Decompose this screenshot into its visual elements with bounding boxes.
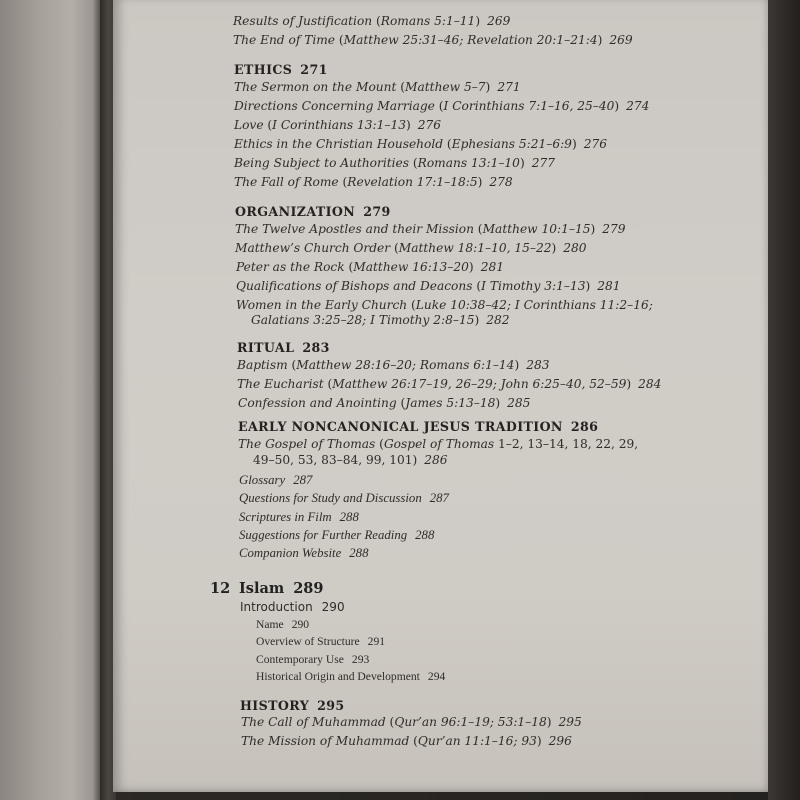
section-heading-noncanonical <box>238 419 598 434</box>
list-item: Directions Concerning Marriage (I Corinthians 7:1–16, 25–40) 274 <box>234 99 650 113</box>
back-matter-page: 288 <box>339 510 359 524</box>
entry-ref: Galatians 3:25–28; I Timothy 2:8–15 <box>251 313 475 327</box>
entry-title: The End of Time <box>233 33 336 47</box>
back-matter-label: Scriptures in Film <box>239 510 332 524</box>
back-matter-label: Companion Website <box>239 546 342 560</box>
right-background <box>768 0 800 800</box>
entry-title: Women in the Early Church <box>236 298 408 312</box>
list-item: The Gospel of Thomas (Gospel of Thomas 1–2, 13–14, 18, 22, 29, <box>238 437 639 451</box>
back-matter-label: Questions for Study and Discussion <box>239 491 422 505</box>
section-heading-label: EARLY NONCANONICAL JESUS TRADITION <box>238 419 563 434</box>
entry-ref: Matthew 28:16–20; Romans 6:1–14 <box>296 358 515 372</box>
chapter-number: 12 <box>210 580 231 597</box>
entry-page: 283 <box>526 358 550 372</box>
list-item: The Eucharist (Matthew 26:17–19, 26–29; John 6:25–40, 52–59) 284 <box>237 377 662 391</box>
section-heading-page: 279 <box>363 204 391 219</box>
entry-title: Love <box>234 118 264 132</box>
contents-page <box>113 0 768 792</box>
intro-item-page: 294 <box>427 670 446 683</box>
back-matter-page: 287 <box>429 491 449 505</box>
entry-ref: 1–2, 13–14, 18, 22, 29, <box>498 437 639 451</box>
section-heading-ethics <box>234 62 328 77</box>
entry-title: The Call of Muhammad <box>241 715 386 729</box>
back-matter-scriptures-in-film <box>239 510 359 525</box>
entry-page: 269 <box>487 14 511 28</box>
section-heading-label: ORGANIZATION <box>235 204 356 219</box>
section-heading-history <box>240 698 345 713</box>
back-matter-page: 288 <box>415 528 435 542</box>
entry-page: 277 <box>531 156 555 170</box>
left-page <box>0 0 102 800</box>
section-heading-label: RITUAL <box>237 340 295 355</box>
entry-ref: I Corinthians 7:1–16, 25–40 <box>443 99 615 113</box>
entry-page: 274 <box>626 99 650 113</box>
chapter-title-label: Islam <box>239 580 285 597</box>
entry-ref: I Timothy 3:1–13 <box>481 279 586 293</box>
entry-ref: James 5:13–18 <box>405 396 496 410</box>
back-matter-further-reading <box>239 528 434 543</box>
entry-page: 278 <box>489 175 513 189</box>
list-item: Ethics in the Christian Household (Ephesians 5:21–6:9) 276 <box>234 137 607 151</box>
entry-ref: Luke 10:38–42; I Corinthians 11:2–16; <box>415 298 653 312</box>
entry-title: Peter as the Rock <box>236 260 345 274</box>
intro-item-page: 293 <box>351 653 370 666</box>
intro-item-label: Contemporary Use <box>256 653 344 666</box>
list-item: Results of Justification (Romans 5:1–11) 269 <box>233 14 511 28</box>
introduction-label: Introduction <box>240 600 313 614</box>
section-heading-page: 283 <box>302 340 330 355</box>
chapter-page: 289 <box>293 580 324 597</box>
entry-ref: Matthew 25:31–46; Revelation 20:1–21:4 <box>343 33 598 47</box>
back-matter-label: Suggestions for Further Reading <box>239 528 408 542</box>
entry-ref: Revelation 17:1–18:5 <box>347 175 478 189</box>
entry-ref: Matthew 16:13–20 <box>353 260 469 274</box>
back-matter-page: 287 <box>293 473 313 487</box>
section-heading-organization <box>235 204 391 219</box>
entry-page: 296 <box>548 734 572 748</box>
entry-ref: Matthew 10:1–15 <box>482 222 591 236</box>
entry-ref: 49–50, 53, 83–84, 99, 101 <box>253 453 413 467</box>
entry-page: 286 <box>424 453 448 467</box>
intro-item-label: Name <box>256 618 284 631</box>
list-item: The End of Time (Matthew 25:31–46; Revelation 20:1–21:4) 269 <box>233 33 633 47</box>
entry-title: The Twelve Apostles and their Mission <box>235 222 474 236</box>
section-heading-label: ETHICS <box>234 62 293 77</box>
back-matter-questions <box>239 491 449 506</box>
entry-title: The Fall of Rome <box>234 175 339 189</box>
entry-title: Matthew’s Church Order <box>235 241 391 255</box>
chapter-introduction <box>240 600 345 614</box>
entry-ref: Romans 5:1–11 <box>380 14 476 28</box>
entry-page: 281 <box>480 260 504 274</box>
entry-page: 285 <box>507 396 531 410</box>
list-item: The Twelve Apostles and their Mission (Matthew 10:1–15) 279 <box>235 222 626 236</box>
list-item-continuation: 49–50, 53, 83–84, 99, 101) 286 <box>253 453 448 467</box>
intro-item-historical-origin <box>256 670 445 683</box>
entry-title: Confession and Anointing <box>238 396 397 410</box>
list-item: Baptism (Matthew 28:16–20; Romans 6:1–14) 283 <box>237 358 550 372</box>
back-matter-glossary <box>239 473 312 488</box>
entry-title: The Gospel of Thomas <box>238 437 376 451</box>
list-item: Confession and Anointing (James 5:13–18) 285 <box>238 396 531 410</box>
entry-title: Ethics in the Christian Household <box>234 137 444 151</box>
entry-ref: Matthew 18:1–10, 15–22 <box>398 241 552 255</box>
entry-ref: Ephesians 5:21–6:9 <box>451 137 572 151</box>
section-heading-page: 295 <box>317 698 345 713</box>
section-heading-ritual <box>237 340 330 355</box>
list-item: Love (I Corinthians 13:1–13) 276 <box>234 118 441 132</box>
entry-ref: Romans 13:1–10 <box>417 156 520 170</box>
entry-page: 295 <box>558 715 582 729</box>
entry-ref: Qur’an 96:1–19; 53:1–18 <box>394 715 547 729</box>
intro-item-overview <box>256 635 385 648</box>
entry-title: The Sermon on the Mount <box>234 80 397 94</box>
section-heading-page: 271 <box>300 62 328 77</box>
entry-page: 279 <box>602 222 626 236</box>
section-heading-page: 286 <box>570 419 599 434</box>
entry-ref: Matthew 26:17–19, 26–29; John 6:25–40, 52–59 <box>332 377 627 391</box>
entry-title: Results of Justification <box>233 14 373 28</box>
entry-ref: Qur’an 11:1–16; 93 <box>417 734 537 748</box>
entry-title: The Eucharist <box>237 377 324 391</box>
chapter-title <box>239 580 323 597</box>
entry-title: Baptism <box>237 358 288 372</box>
entry-ref: I Corinthians 13:1–13 <box>272 118 406 132</box>
list-item: The Call of Muhammad (Qur’an 96:1–19; 53:1–18) 295 <box>241 715 582 729</box>
list-item: Qualifications of Bishops and Deacons (I Timothy 3:1–13) 281 <box>236 279 621 293</box>
intro-item-page: 290 <box>291 618 310 631</box>
entry-title: The Mission of Muhammad <box>241 734 410 748</box>
entry-page: 281 <box>597 279 621 293</box>
entry-page: 280 <box>563 241 587 255</box>
intro-item-name <box>256 618 309 631</box>
introduction-page: 290 <box>321 600 345 614</box>
entry-page: 276 <box>417 118 441 132</box>
entry-ref: Matthew 5–7 <box>405 80 486 94</box>
back-matter-page: 288 <box>349 546 369 560</box>
entry-page: 276 <box>583 137 607 151</box>
list-item: Peter as the Rock (Matthew 16:13–20) 281 <box>236 260 504 274</box>
list-item: Matthew’s Church Order (Matthew 18:1–10, 15–22) 280 <box>235 241 587 255</box>
intro-item-page: 291 <box>367 635 386 648</box>
entry-ref-book: Gospel of Thomas <box>383 437 495 451</box>
entry-page: 282 <box>486 313 510 327</box>
back-matter-label: Glossary <box>239 473 286 487</box>
list-item: The Mission of Muhammad (Qur’an 11:1–16; 93) 296 <box>241 734 572 748</box>
list-item: The Sermon on the Mount (Matthew 5–7) 271 <box>234 80 521 94</box>
back-matter-companion-website <box>239 546 368 561</box>
intro-item-label: Overview of Structure <box>256 635 360 648</box>
entry-page: 271 <box>497 80 521 94</box>
section-heading-label: HISTORY <box>240 698 310 713</box>
list-item: Women in the Early Church (Luke 10:38–42; I Corinthians 11:2–16; <box>236 298 653 312</box>
list-item: Being Subject to Authorities (Romans 13:1–10) 277 <box>234 156 555 170</box>
list-item: The Fall of Rome (Revelation 17:1–18:5) 278 <box>234 175 513 189</box>
entry-title: Qualifications of Bishops and Deacons <box>236 279 473 293</box>
entry-page: 284 <box>638 377 662 391</box>
intro-item-label: Historical Origin and Development <box>256 670 420 683</box>
entry-title: Directions Concerning Marriage <box>234 99 435 113</box>
entry-title: Being Subject to Authorities <box>234 156 410 170</box>
entry-page: 269 <box>609 33 633 47</box>
intro-item-contemporary-use <box>256 653 369 666</box>
list-item-continuation: Galatians 3:25–28; I Timothy 2:8–15) 282 <box>251 313 510 327</box>
